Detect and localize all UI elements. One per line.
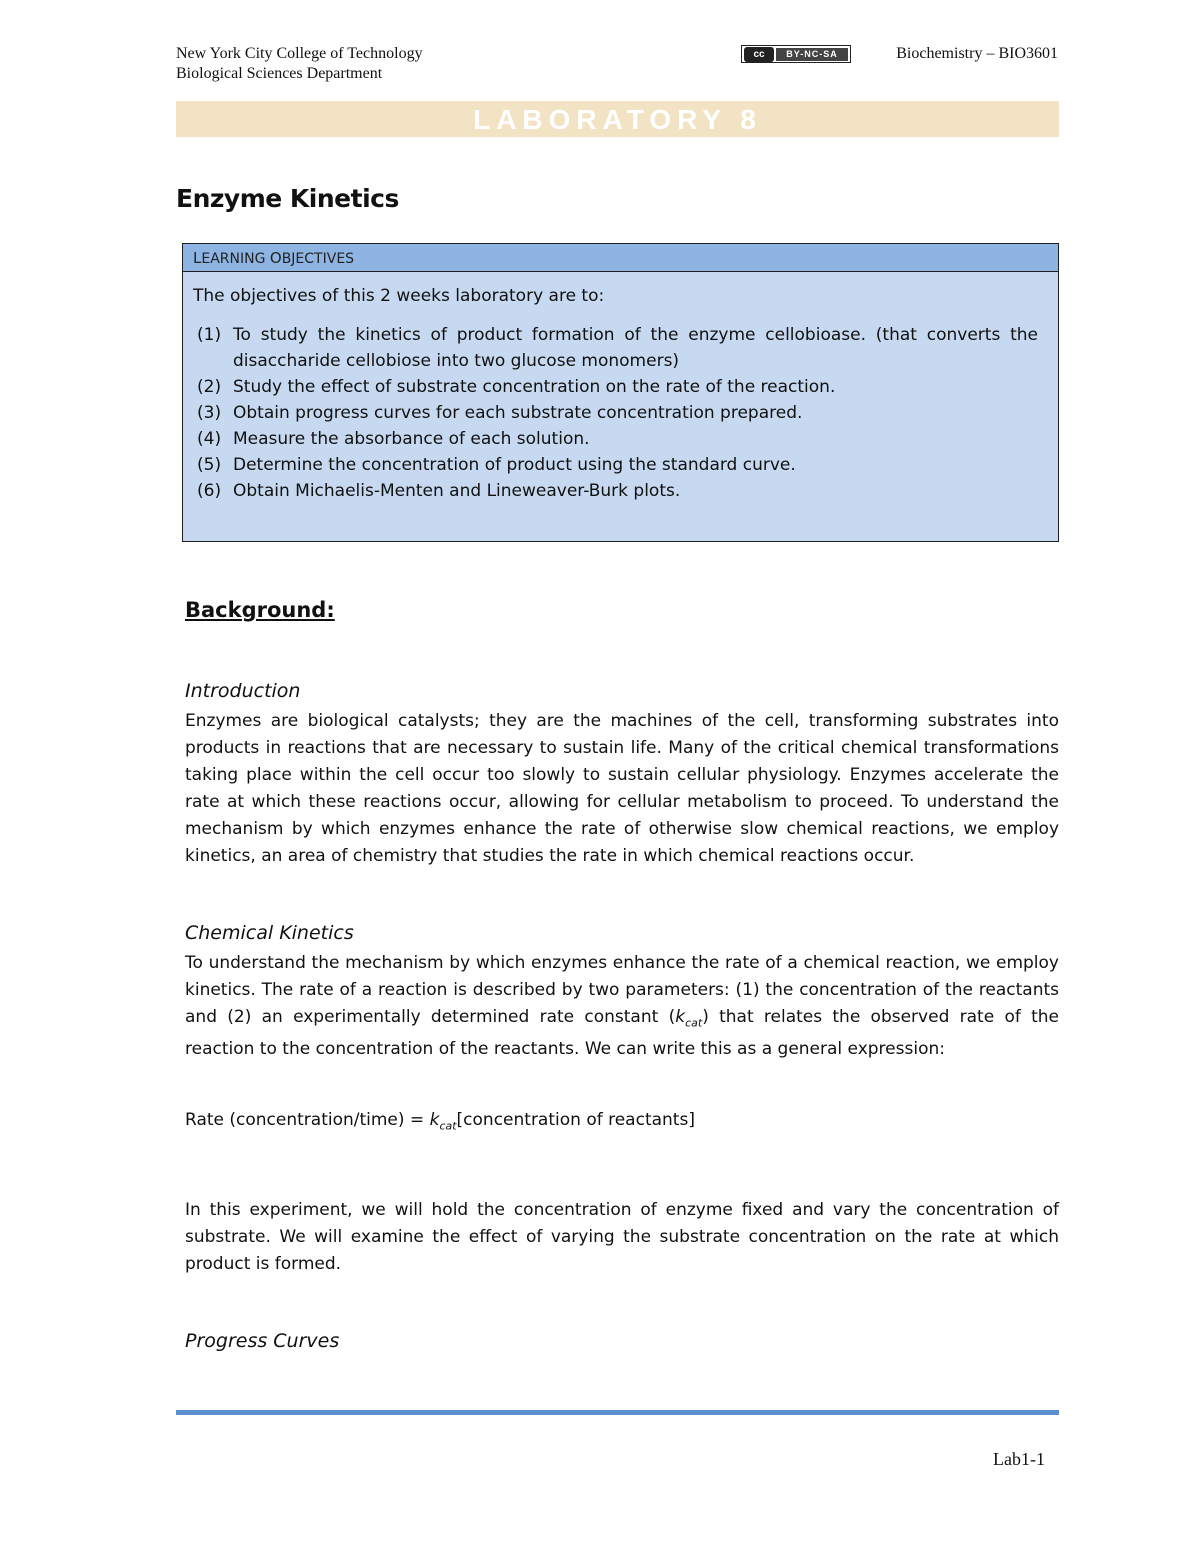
course-label: Biochemistry – BIO3601 (896, 45, 1058, 62)
objectives-heading: LEARNING OBJECTIVES (183, 244, 1058, 272)
page-number: Lab1-1 (993, 1449, 1045, 1469)
cc-license-badge (741, 45, 851, 63)
list-item: (1) To study the kinetics of product formation of the enzyme cellobioase. (that converts the disaccharide cellobiose into two glucose monomers) (197, 325, 1038, 371)
list-item: (5) Determine the concentration of product using the standard curve. (197, 455, 796, 475)
progress-curves-heading: Progress Curves (185, 1330, 340, 1352)
footer-divider (176, 1410, 1059, 1415)
institution-name: New York City College of Technology (176, 45, 423, 62)
list-item: (6) Obtain Michaelis-Menten and Lineweaver-Burk plots. (197, 481, 681, 501)
introduction-paragraph: Enzymes are biological catalysts; they are the machines of the cell, transforming substrates into products in reactions that are necessary to sustain life. Many of the critical chemical transformations taking place within the cell occur too slowly to sustain cellular physiology. Enzymes accelerate the rate at which these reactions occur, allowing for cellular metabolism to proceed. To understand the mechanism by which enzymes enhance the rate of otherwise slow chemical reactions, we employ kinetics, an area of chemistry that studies the rate in which chemical reactions occur. (185, 711, 1059, 866)
lab-banner: LABORATORY 8 (176, 101, 1059, 137)
department-name: Biological Sciences Department (176, 65, 383, 82)
objectives-list (197, 322, 1038, 504)
introduction-heading: Introduction (185, 680, 301, 702)
page-title: Enzyme Kinetics (176, 184, 399, 213)
background-heading: Background: (185, 598, 335, 622)
learning-objectives-box (182, 243, 1059, 542)
license-terms: BY-NC-SA (776, 48, 848, 61)
chemical-kinetics-paragraph: To understand the mechanism by which enzymes enhance the rate of a chemical reaction, we employ kinetics. The rate of a reaction is described by two parameters: (1) the concentration of the reactants and (2) an experimentally determined rate constant $(k_{cat})$ that relates the observed rate of the reaction to the concentration of the reactants. We can write this as a general expression: (185, 953, 1060, 1060)
list-item: (4) Measure the absorbance of each solution. (197, 429, 590, 449)
experiment-paragraph: In this experiment, we will hold the concentration of enzyme fixed and vary the concentration of substrate. We will examine the effect of varying the substrate concentration on the rate at which product is formed. (185, 1200, 1059, 1274)
objectives-intro: The objectives of this 2 weeks laboratory are to: (193, 286, 605, 306)
page-header-left (176, 44, 423, 84)
list-item: (3) Obtain progress curves for each substrate concentration prepared. (197, 403, 803, 423)
rate-formula: Rate (concentration/time) = $k_{cat}[concentration$ of reactants] (185, 1110, 695, 1133)
list-item: (2) Study the effect of substrate concentration on the rate of the reaction. (197, 377, 836, 397)
chemical-kinetics-heading: Chemical Kinetics (185, 922, 354, 944)
cc-logo-icon: cc (744, 47, 774, 62)
